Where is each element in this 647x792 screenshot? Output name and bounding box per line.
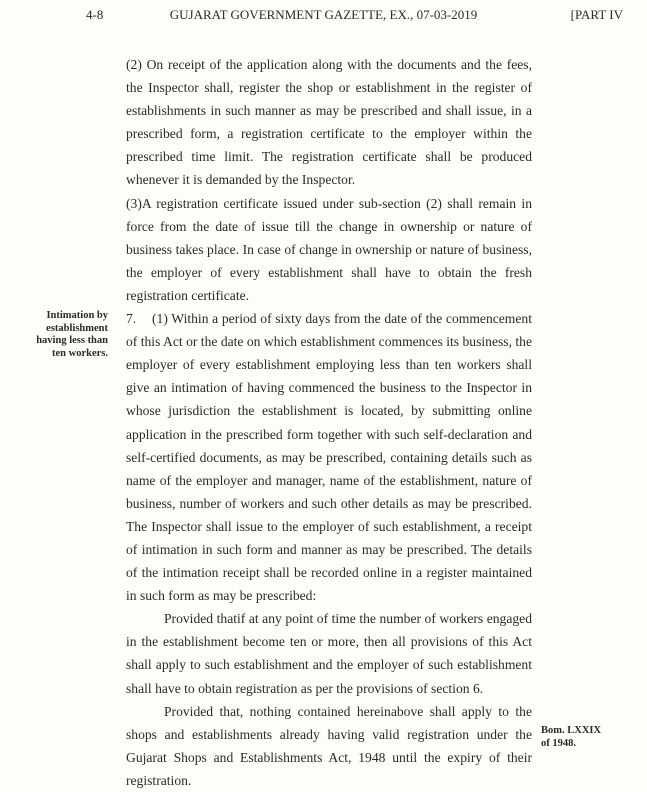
paragraph-subsection-2: (2) On receipt of the application along with the documents and the fees, the Inspector shall, register the shop or establishment in the register of establishments in such manner as may be prescribed and shall issue, in a prescribed form, a registration certificate to the employer within the prescribed time limit. The registration certificate shall be produced whenever it is demanded by the Inspector. [126, 57, 532, 188]
page-number: 4-8 [86, 7, 104, 22]
margin-note-intimation: Intimation by establishment having less than ten workers. [36, 310, 108, 359]
proviso-paragraph-2: Provided that, nothing contained hereinabove shall apply to the shops and establishments already having valid registration under the Gujarat Shops and Establishments Act, 1948 until the expiry of their registration. [126, 703, 532, 788]
margin-note-bom-ref: Bom. LXXIX of 1948. [541, 725, 602, 749]
paragraph-subsection-3: (3)A registration certificate issued under sub-section (2) shall remain in force from the date of issue till the change in ownership or nature of business takes place. In case of change in ownership or nature of business, the employer of every establishment shall have to obtain the fresh registration certificate. [126, 195, 532, 303]
section-7-paragraph [126, 307, 532, 607]
page-header [0, 7, 647, 29]
gazette-title: GUJARAT GOVERNMENT GAZETTE, EX., 07-03-2019 [169, 7, 478, 22]
section-7-text: (1) Within a period of sixty days from the date of the commencement of this Act or the date on which establishment commences its business, the employer of every establishment employing less than ten workers shall give an intimation of having commenced the business to the Inspector in whose jurisdiction the establishment is located, by submitting online application in the prescribed form together with such self-declaration and self-certified documents, as may be prescribed, containing details such as name of the employer and manager, name of the establishment, nature of business, number of workers and such other details as may be prescribed. The Inspector shall issue to the employer of such establishment, a receipt of intimation in such form and manner as may be prescribed. The details of the intimation receipt shall be recorded online in a register maintained in such form as may be prescribed: [126, 311, 532, 604]
proviso-paragraph-1: Provided thatif at any point of time the number of workers engaged in the establishment become ten or more, then all provisions of this Act shall apply to such establishment and the employer of such establishment shall have to obtain registration as per the provisions of section 6. [126, 611, 532, 696]
document-body [126, 53, 532, 792]
part-label: [PART IV [570, 7, 623, 22]
section-7-number: 7. [126, 311, 137, 327]
